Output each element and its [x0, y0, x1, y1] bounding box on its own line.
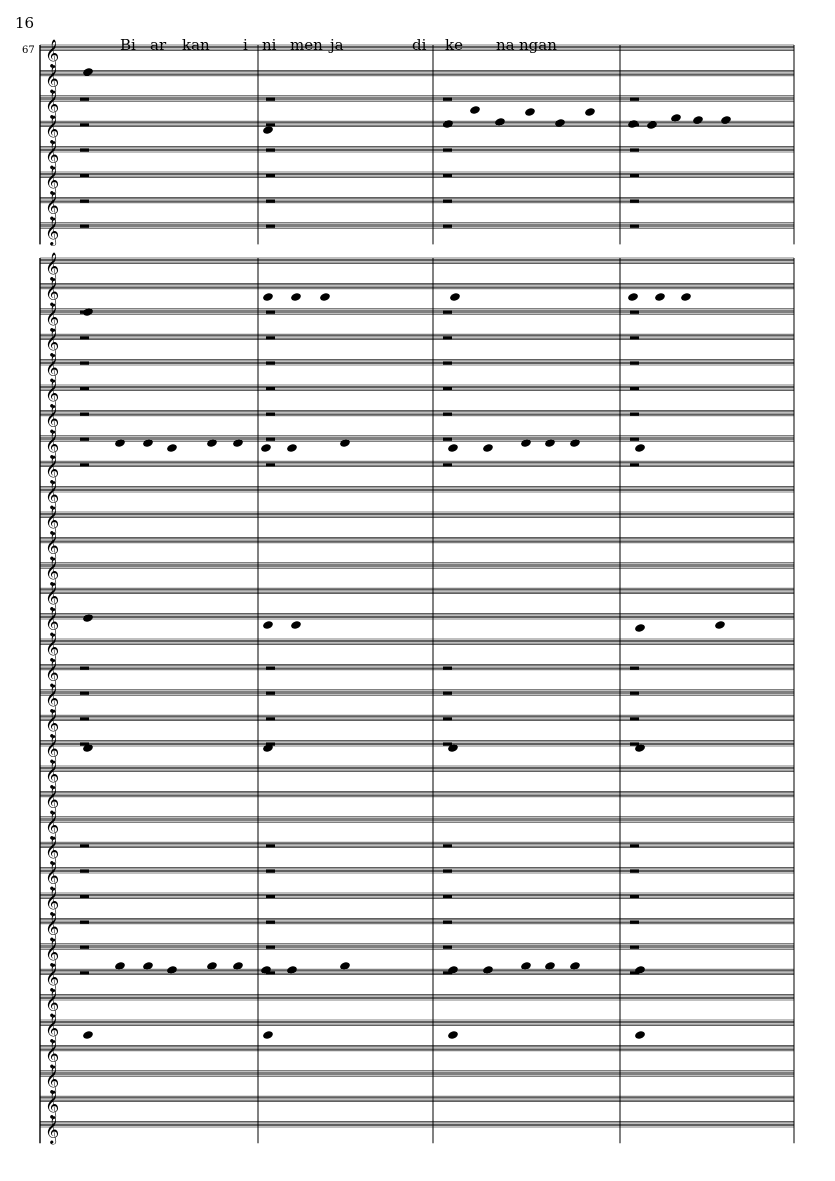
whole-rest-icon	[443, 844, 452, 847]
note-head	[544, 438, 556, 448]
whole-rest-icon	[80, 463, 89, 466]
whole-rest-icon	[443, 666, 452, 669]
treble-clef-icon: 𝄞	[45, 353, 60, 382]
note-head	[524, 107, 536, 117]
treble-clef-icon: 𝄞	[45, 963, 60, 992]
note-head	[634, 1030, 646, 1040]
whole-rest-icon	[630, 336, 639, 339]
whole-rest-icon	[443, 870, 452, 873]
note-head	[469, 105, 481, 115]
whole-rest-icon	[80, 123, 89, 126]
whole-rest-icon	[443, 463, 452, 466]
treble-clef-icon: 𝄞	[45, 1039, 60, 1068]
treble-clef-icon: 𝄞	[45, 64, 60, 93]
whole-rest-icon	[443, 692, 452, 695]
whole-rest-icon	[80, 98, 89, 101]
treble-clef-icon: 𝄞	[45, 836, 60, 865]
page-number: 16	[15, 14, 35, 32]
treble-clef-icon: 𝄞	[45, 1090, 60, 1119]
note-head	[634, 443, 646, 453]
note-head	[692, 115, 704, 125]
whole-rest-icon	[630, 920, 639, 923]
treble-clef-icon: 𝄞	[45, 810, 60, 839]
treble-clef-icon: 𝄞	[45, 531, 60, 560]
whole-rest-icon	[443, 946, 452, 949]
note-head	[82, 67, 94, 77]
whole-rest-icon	[80, 362, 89, 365]
note-head	[262, 1030, 274, 1040]
whole-rest-icon	[443, 98, 452, 101]
note-head	[166, 443, 178, 453]
treble-clef-icon: 𝄞	[45, 455, 60, 484]
whole-rest-icon	[630, 438, 639, 441]
lyric-syllable: ar	[150, 36, 167, 54]
whole-rest-icon	[630, 870, 639, 873]
whole-rest-icon	[80, 920, 89, 923]
note-head	[319, 292, 331, 302]
note-head	[262, 620, 274, 630]
measure-number: 67	[22, 45, 35, 56]
note-head	[260, 443, 272, 453]
treble-clef-icon: 𝄞	[45, 429, 60, 458]
lyric-syllable: ngan	[519, 36, 557, 54]
treble-clef-icon: 𝄞	[45, 658, 60, 687]
whole-rest-icon	[266, 946, 275, 949]
lyric-syllable: di	[412, 36, 427, 54]
whole-rest-icon	[443, 920, 452, 923]
whole-rest-icon	[630, 199, 639, 202]
note-head	[520, 438, 532, 448]
whole-rest-icon	[443, 149, 452, 152]
treble-clef-icon: 𝄞	[45, 1064, 60, 1093]
whole-rest-icon	[80, 971, 89, 974]
whole-rest-icon	[443, 387, 452, 390]
treble-clef-icon: 𝄞	[45, 937, 60, 966]
note-head	[720, 115, 732, 125]
whole-rest-icon	[80, 946, 89, 949]
whole-rest-icon	[630, 98, 639, 101]
note-head	[82, 613, 94, 623]
note-head	[584, 107, 596, 117]
whole-rest-icon	[443, 225, 452, 228]
whole-rest-icon	[630, 717, 639, 720]
whole-rest-icon	[630, 311, 639, 314]
whole-rest-icon	[266, 387, 275, 390]
treble-clef-icon: 𝄞	[45, 191, 60, 220]
treble-clef-icon: 𝄞	[45, 166, 60, 194]
whole-rest-icon	[630, 362, 639, 365]
note-head	[447, 443, 459, 453]
whole-rest-icon	[443, 311, 452, 314]
treble-clef-icon: 𝄞	[45, 556, 60, 585]
treble-clef-icon: 𝄞	[45, 1115, 60, 1144]
note-head	[627, 292, 639, 302]
whole-rest-icon	[266, 362, 275, 365]
whole-rest-icon	[630, 844, 639, 847]
whole-rest-icon	[80, 666, 89, 669]
whole-rest-icon	[630, 743, 639, 746]
note-head	[482, 443, 494, 453]
whole-rest-icon	[630, 463, 639, 466]
whole-rest-icon	[443, 895, 452, 898]
whole-rest-icon	[630, 946, 639, 949]
note-head	[442, 119, 454, 129]
whole-rest-icon	[80, 174, 89, 177]
whole-rest-icon	[630, 412, 639, 415]
treble-clef-icon: 𝄞	[45, 607, 60, 636]
whole-rest-icon	[80, 225, 89, 228]
whole-rest-icon	[266, 311, 275, 314]
whole-rest-icon	[80, 199, 89, 202]
whole-rest-icon	[630, 149, 639, 152]
whole-rest-icon	[443, 743, 452, 746]
whole-rest-icon	[80, 844, 89, 847]
treble-clef-icon: 𝄞	[45, 328, 60, 357]
whole-rest-icon	[266, 692, 275, 695]
note-head	[142, 438, 154, 448]
treble-clef-icon: 𝄞	[45, 912, 60, 941]
treble-clef-icon: 𝄞	[45, 760, 60, 788]
whole-rest-icon	[443, 412, 452, 415]
treble-clef-icon: 𝄞	[45, 115, 60, 144]
treble-clef-icon: 𝄞	[45, 582, 60, 611]
whole-rest-icon	[80, 895, 89, 898]
treble-clef-icon: 𝄞	[45, 887, 60, 915]
treble-clef-icon: 𝄞	[45, 683, 60, 712]
note-head	[290, 292, 302, 302]
treble-clef-icon: 𝄞	[45, 988, 60, 1017]
treble-clef-icon: 𝄞	[45, 89, 60, 118]
treble-clef-icon: 𝄞	[45, 140, 60, 169]
whole-rest-icon	[266, 895, 275, 898]
whole-rest-icon	[266, 98, 275, 101]
whole-rest-icon	[443, 199, 452, 202]
note-head	[286, 443, 298, 453]
treble-clef-icon: 𝄞	[45, 734, 60, 763]
whole-rest-icon	[266, 199, 275, 202]
treble-clef-icon: 𝄞	[45, 39, 60, 67]
whole-rest-icon	[266, 174, 275, 177]
whole-rest-icon	[80, 717, 89, 720]
lyric-syllable: ja	[330, 36, 344, 54]
treble-clef-icon: 𝄞	[45, 506, 60, 534]
note-head	[339, 438, 351, 448]
treble-clef-icon: 𝄞	[45, 861, 60, 890]
lyric-syllable: na	[496, 36, 515, 54]
note-head	[447, 1030, 459, 1040]
note-head	[262, 292, 274, 302]
whole-rest-icon	[266, 225, 275, 228]
note-head	[232, 438, 244, 448]
treble-clef-icon: 𝄞	[45, 379, 60, 407]
treble-clef-icon: 𝄞	[45, 216, 60, 245]
whole-rest-icon	[630, 895, 639, 898]
whole-rest-icon	[630, 174, 639, 177]
whole-rest-icon	[630, 225, 639, 228]
whole-rest-icon	[80, 336, 89, 339]
treble-clef-icon: 𝄞	[45, 480, 60, 509]
whole-rest-icon	[80, 387, 89, 390]
note-head	[680, 292, 692, 302]
whole-rest-icon	[266, 149, 275, 152]
lyric-syllable: men	[290, 36, 323, 54]
treble-clef-icon: 𝄞	[45, 1014, 60, 1042]
lyric-syllable: ke	[445, 36, 463, 54]
whole-rest-icon	[80, 149, 89, 152]
whole-rest-icon	[266, 336, 275, 339]
note-head	[82, 1030, 94, 1040]
whole-rest-icon	[266, 438, 275, 441]
lyric-syllable: ni	[262, 36, 277, 54]
note-head	[627, 119, 639, 129]
whole-rest-icon	[266, 870, 275, 873]
whole-rest-icon	[266, 920, 275, 923]
whole-rest-icon	[80, 438, 89, 441]
treble-clef-icon: 𝄞	[45, 633, 60, 661]
treble-clef-icon: 𝄞	[45, 709, 60, 738]
whole-rest-icon	[266, 844, 275, 847]
note-head	[654, 292, 666, 302]
whole-rest-icon	[443, 174, 452, 177]
whole-rest-icon	[266, 717, 275, 720]
lyric-syllable: kan	[182, 36, 210, 54]
whole-rest-icon	[80, 412, 89, 415]
note-head	[646, 120, 658, 130]
note-head	[114, 438, 126, 448]
note-head	[449, 292, 461, 302]
whole-rest-icon	[443, 362, 452, 365]
whole-rest-icon	[443, 717, 452, 720]
whole-rest-icon	[80, 692, 89, 695]
note-head	[206, 438, 218, 448]
note-head	[569, 438, 581, 448]
whole-rest-icon	[266, 666, 275, 669]
whole-rest-icon	[443, 438, 452, 441]
whole-rest-icon	[630, 692, 639, 695]
whole-rest-icon	[80, 870, 89, 873]
lyric-syllable: i	[243, 36, 248, 54]
note-head	[634, 623, 646, 633]
treble-clef-icon: 𝄞	[45, 785, 60, 814]
treble-clef-icon: 𝄞	[45, 302, 60, 331]
whole-rest-icon	[266, 463, 275, 466]
whole-rest-icon	[266, 123, 275, 126]
whole-rest-icon	[443, 336, 452, 339]
note-head	[290, 620, 302, 630]
note-head	[714, 620, 726, 630]
whole-rest-icon	[630, 387, 639, 390]
treble-clef-icon: 𝄞	[45, 277, 60, 306]
treble-clef-icon: 𝄞	[45, 404, 60, 433]
whole-rest-icon	[630, 666, 639, 669]
whole-rest-icon	[266, 412, 275, 415]
treble-clef-icon: 𝄞	[45, 252, 60, 280]
lyric-syllable: Bi	[120, 36, 136, 54]
